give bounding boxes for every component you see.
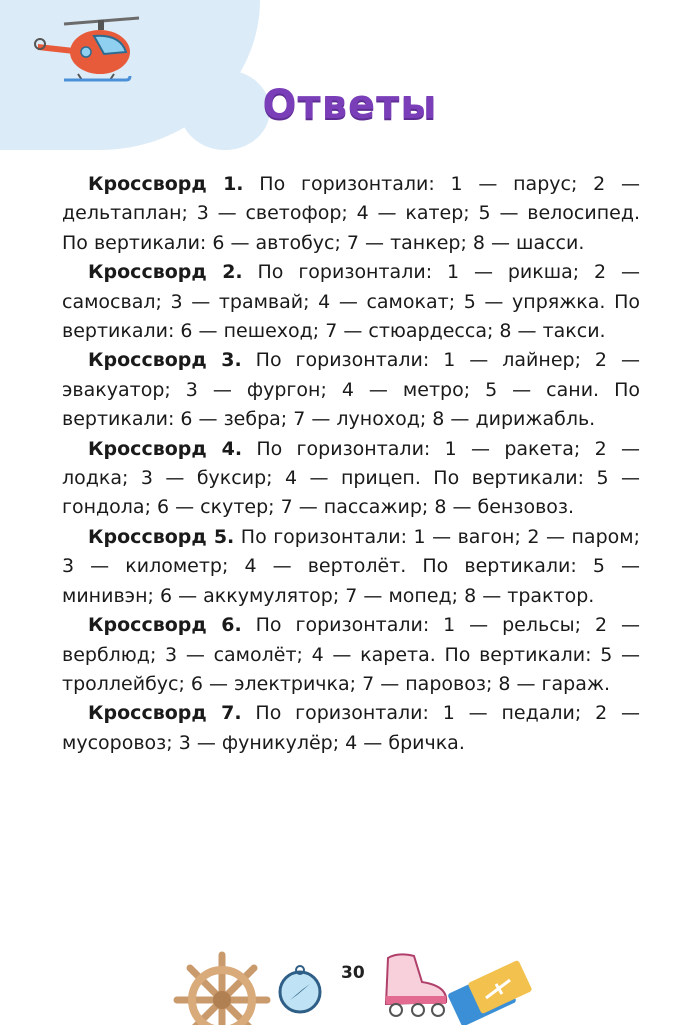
ticket-icon bbox=[447, 960, 532, 1025]
answer-text: По горизонтали: 1 — вагон; 2 — паром; 3 — километр; 4 — вертолёт. По вертикали: 5 — минивэн; 6 — аккумулятор; 7 — мопед; 8 — трактор. bbox=[62, 525, 640, 607]
crossword-label: Кроссворд 4. bbox=[88, 437, 243, 460]
answer-text: По горизонтали: 1 — педали; 2 — мусоровоз; 3 — фуникулёр; 4 — бричка. bbox=[62, 702, 640, 754]
answer-paragraph bbox=[62, 435, 640, 523]
page-title: Ответы bbox=[262, 82, 438, 128]
crossword-label: Кроссворд 6. bbox=[88, 614, 242, 637]
answer-paragraph bbox=[62, 346, 640, 434]
ship-wheel-icon bbox=[177, 955, 267, 1025]
answer-text: По горизонтали: 1 — лайнер; 2 — эвакуатор; 3 — фургон; 4 — метро; 5 — сани. По вертикали: 6 — зебра; 7 — луноход; 8 — дирижабль. bbox=[62, 349, 640, 431]
crossword-label: Кроссворд 1. bbox=[88, 173, 244, 195]
answer-text: По горизонтали: 1 — ракета; 2 — лодка; 3 — буксир; 4 — прицеп. По вертикали: 5 — гондола; 6 — скутер; 7 — пассажир; 8 — бензовоз. bbox=[62, 437, 640, 519]
answers-text bbox=[62, 170, 640, 758]
roller-skate-icon bbox=[386, 954, 446, 1016]
crossword-label: Кроссворд 3. bbox=[88, 349, 242, 372]
answer-paragraph bbox=[62, 523, 640, 611]
answer-text: По горизонтали: 1 — парус; 2 — дельтаплан; 3 — светофор; 4 — катер; 5 — велосипед. По вертикали: 6 — автобус; 7 — танкер; 8 — шасси. bbox=[62, 173, 640, 254]
answer-text: По горизонтали: 1 — рельсы; 2 — верблюд; 3 — самолёт; 4 — карета. По вертикали: 5 — троллейбус; 6 — электричка; 7 — паровоз; 8 — гараж. bbox=[62, 614, 640, 695]
crossword-label: Кроссворд 7. bbox=[88, 702, 242, 725]
compass-icon bbox=[280, 966, 320, 1012]
answer-text: По горизонтали: 1 — рикша; 2 — самосвал; 3 — трамвай; 4 — самокат; 5 — упряжка. По вертикали: 6 — пешеход; 7 — стюардесса; 8 — такси. bbox=[62, 261, 640, 343]
answer-paragraph bbox=[62, 170, 640, 258]
helicopter-icon bbox=[34, 14, 144, 89]
answer-paragraph bbox=[62, 699, 640, 758]
page-number: 30 bbox=[341, 963, 365, 983]
crossword-label: Кроссворд 5. bbox=[88, 525, 235, 548]
answer-paragraph bbox=[62, 611, 640, 699]
crossword-label: Кроссворд 2. bbox=[88, 261, 243, 284]
answer-paragraph bbox=[62, 258, 640, 346]
